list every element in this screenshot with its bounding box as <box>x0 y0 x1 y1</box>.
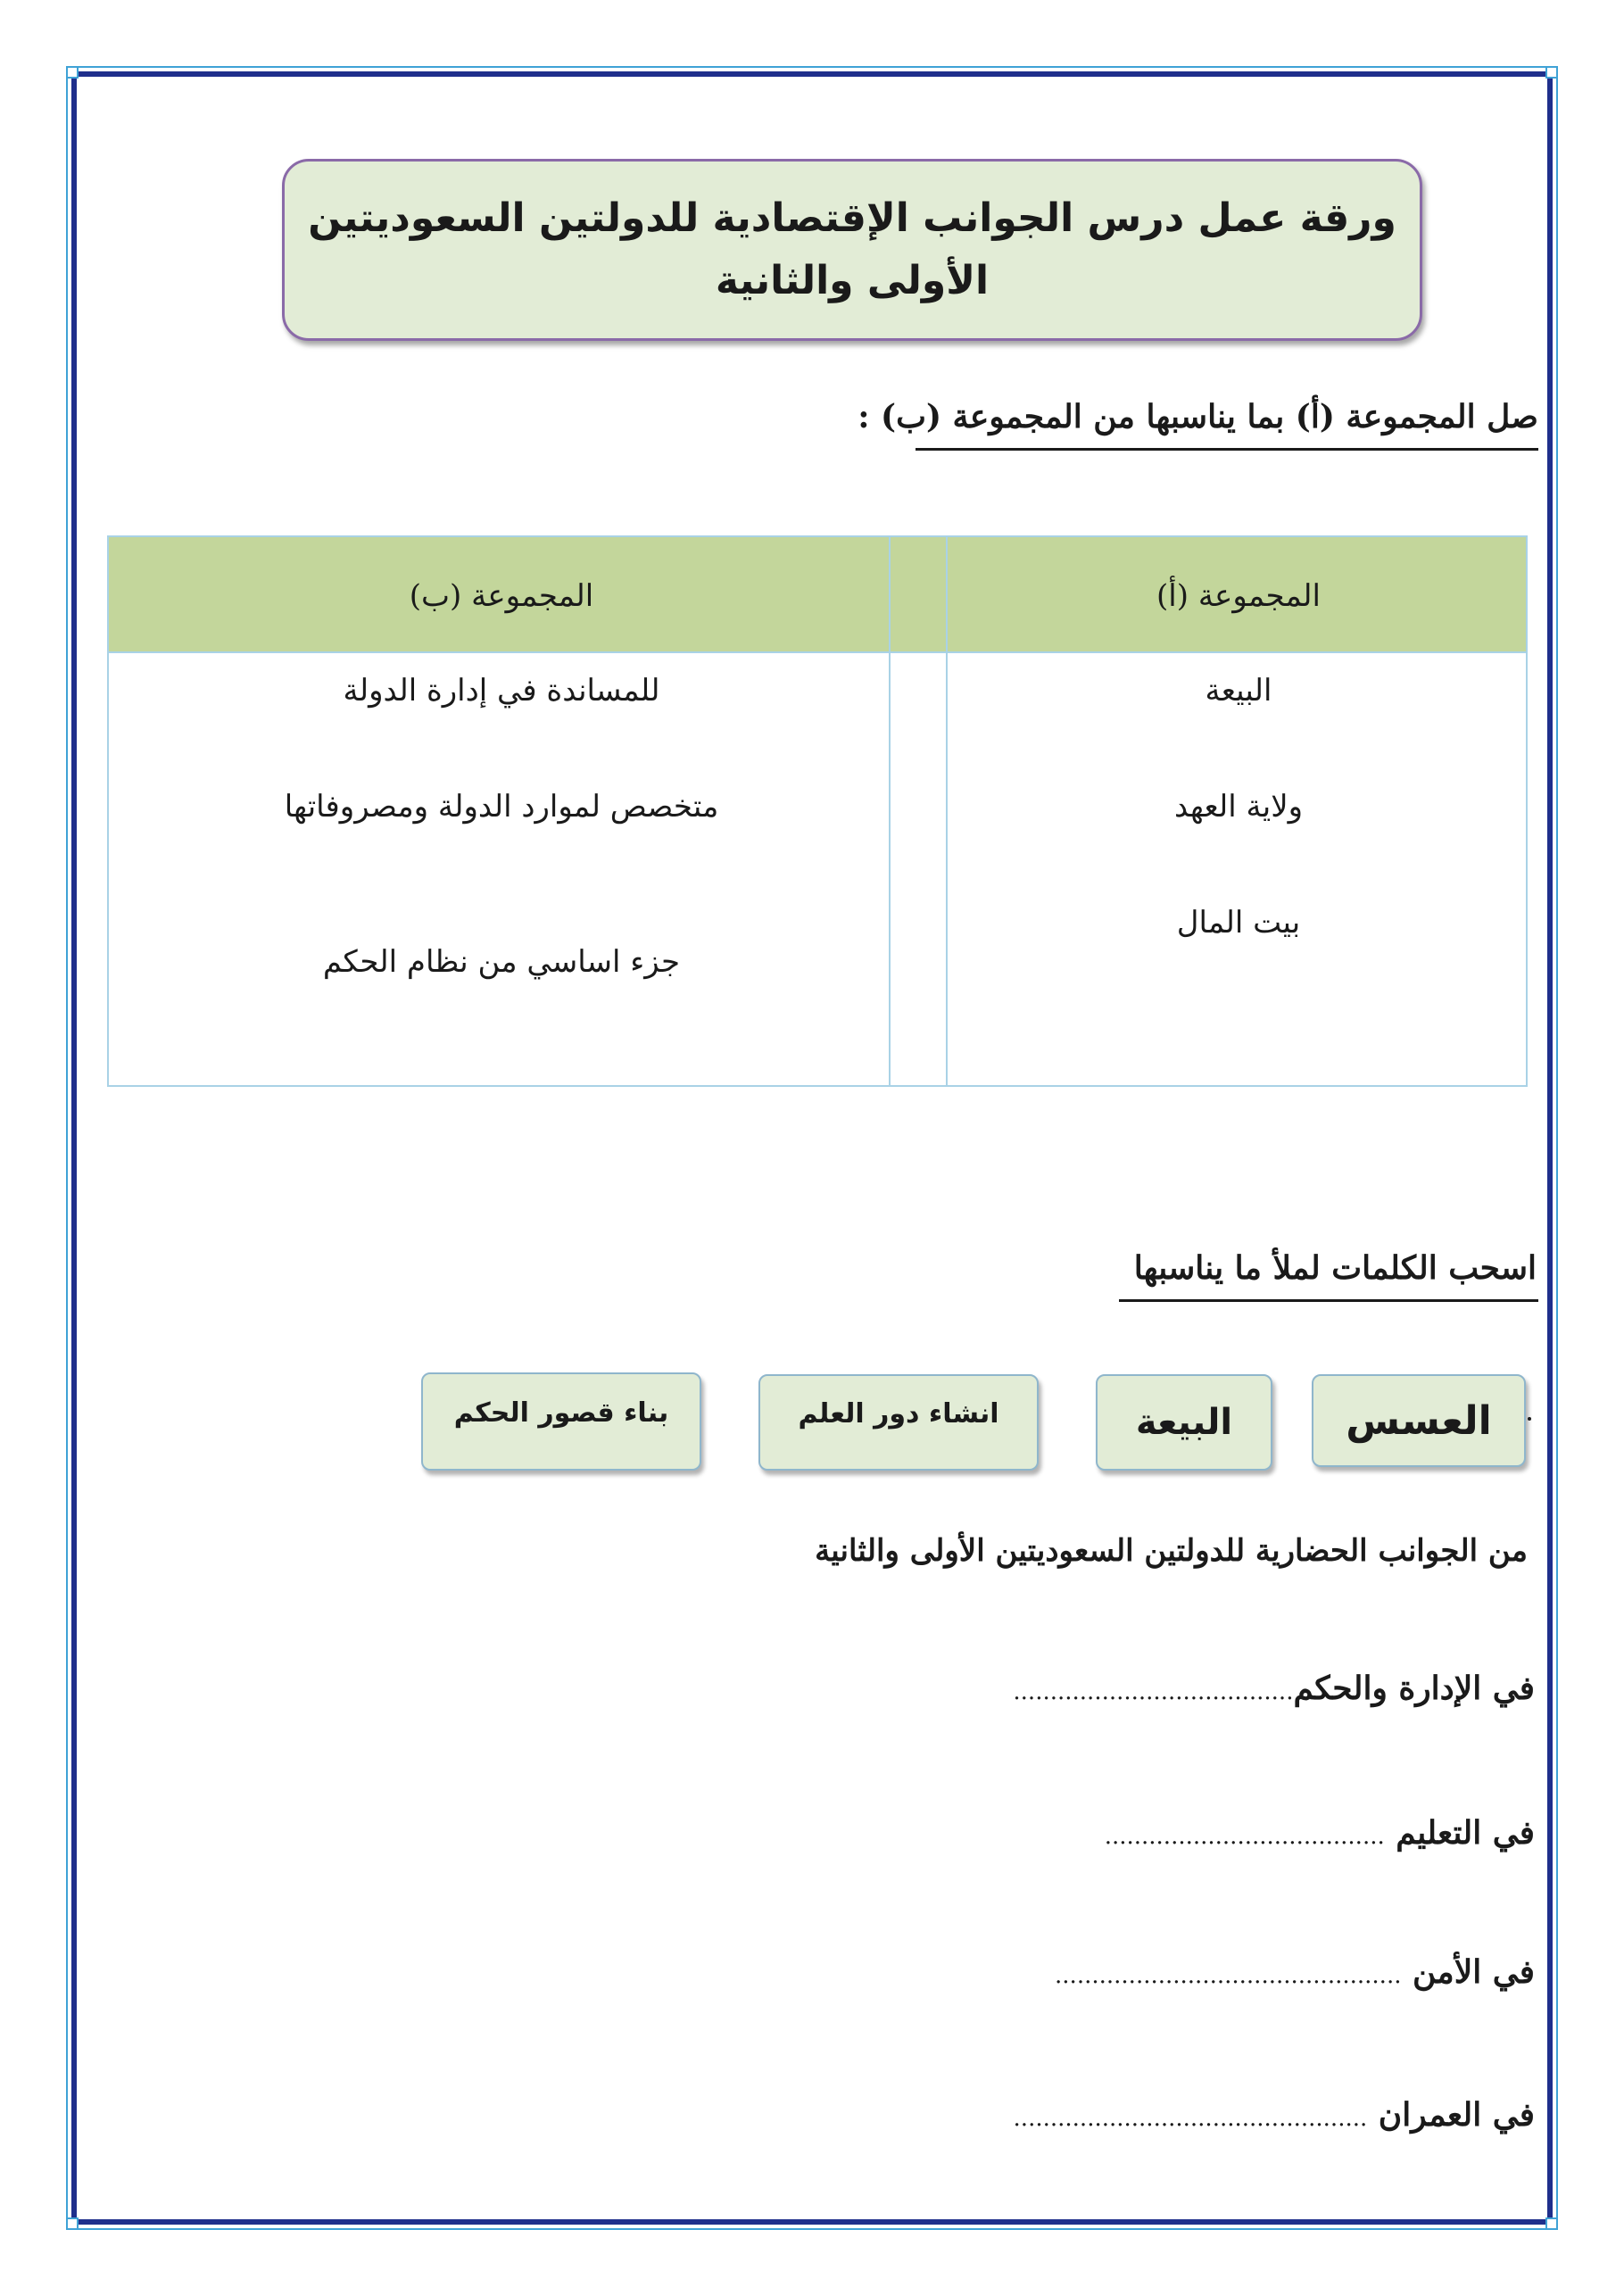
fill-in-blank[interactable]: ...................................... <box>1104 1823 1385 1850</box>
word-box-build-palaces[interactable]: بناء قصور الحكم <box>421 1372 701 1471</box>
fill-in-label: في الإدارة والحكم <box>1293 1670 1535 1707</box>
word-box-alasas[interactable]: العسس <box>1312 1374 1526 1467</box>
border-corner <box>66 66 79 79</box>
border-corner <box>66 2217 79 2230</box>
table-divider <box>889 537 891 1085</box>
drag-words-instruction: اسحب الكلمات لملأ ما يناسبها <box>1133 1249 1537 1287</box>
fill-in-line-administration <box>1013 1667 1535 1713</box>
group-a-item[interactable]: البيعة <box>1205 673 1272 709</box>
stray-dot <box>1528 1417 1531 1421</box>
matching-instruction-underline <box>916 448 1538 451</box>
border-corner <box>1545 2217 1558 2230</box>
group-a-header: المجموعة (أ) <box>1156 578 1321 614</box>
fill-in-label: في التعليم <box>1396 1814 1535 1852</box>
worksheet-title-line-1: ورقة عمل درس الجوانب الإقتصادية للدولتين السعوديتين <box>308 195 1396 241</box>
worksheet-title-line-2: الأولى والثانية <box>715 258 990 303</box>
matching-table <box>107 535 1528 1087</box>
group-b-header: المجموعة (ب) <box>409 578 594 614</box>
matching-instruction: صل المجموعة (أ) بما يناسبها من المجموعة (ب) : <box>858 398 1538 435</box>
fill-in-label: في الأمن <box>1413 1953 1535 1991</box>
fill-in-line-architecture <box>1014 2093 1535 2140</box>
fill-in-line-education <box>1105 1811 1535 1858</box>
fill-in-label: في العمران <box>1378 2096 1535 2134</box>
worksheet-title-box <box>282 159 1422 341</box>
group-a-item[interactable]: بيت المال <box>1176 905 1301 941</box>
group-b-item[interactable]: جزء اساسي من نظام الحكم <box>322 944 681 980</box>
fill-in-intro: من الجوانب الحضارية للدولتين السعوديتين الأولى والثانية <box>815 1533 1528 1569</box>
border-corner <box>1545 66 1558 79</box>
page-border <box>71 71 1553 2225</box>
fill-in-blank[interactable]: ............................................... <box>1055 1962 1402 1989</box>
table-divider <box>946 537 948 1085</box>
drag-words-instruction-underline <box>1119 1299 1538 1302</box>
fill-in-blank[interactable]: ...................................... <box>1013 1678 1294 1705</box>
group-b-item[interactable]: للمساندة في إدارة الدولة <box>343 673 660 709</box>
group-a-item[interactable]: ولاية العهد <box>1173 789 1304 825</box>
word-box-albayah[interactable]: البيعة <box>1096 1374 1272 1471</box>
fill-in-line-security <box>1055 1951 1535 1997</box>
word-box-build-schools[interactable]: انشاء دور العلم <box>758 1374 1039 1471</box>
group-b-item[interactable]: متخصص لموارد الدولة ومصروفاتها <box>284 789 719 825</box>
fill-in-blank[interactable]: ................................................ <box>1013 2105 1368 2132</box>
